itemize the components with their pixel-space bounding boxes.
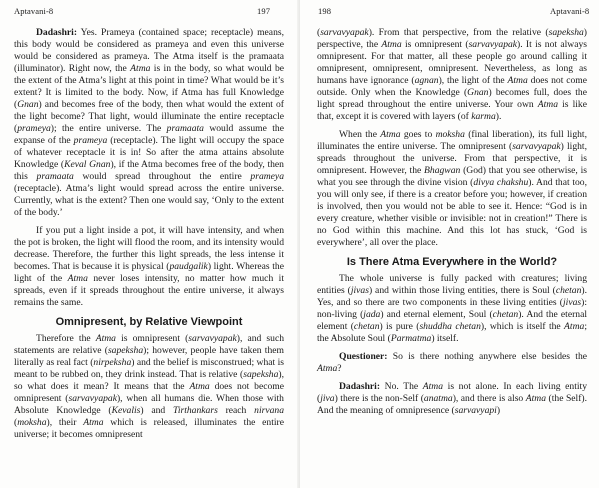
section-heading: Omnipresent, by Relative Viewpoint xyxy=(55,316,243,328)
running-title: Aptavani-8 xyxy=(14,6,54,16)
paragraph: Therefore the Atma is omnipresent (sarvavyapak), and such statements are relative (sapeksha); however, people have taken them literally as real fact (nirpeksha) and the belief is misconstrued; what is meant to be rubbed on, they drink instead. That is relative (sapeksha), so what does it mean? It means that the Atma does not become omnipresent (sarvavyapak), when all humans die. When those with Absolute Knowledge (Kevalis) and Tirthankars reach nirvana (moksha), their Atma which is released, illuminates the entire universe; it becomes omnipresent xyxy=(14,333,285,440)
paragraph: Questioner: So is there nothing anywhere else besides the Atma? xyxy=(317,351,587,374)
speaker-label: Dadashri: xyxy=(339,381,381,392)
paragraph: If you put a light inside a pot, it will have intensity, and when the pot is broken, the light will flood the room, and its intensity would decrease. Therefore, the further this light spreads, the less intense it becomes. That is because it is physical (paudgalik) light. Whereas the light of the Atma never loses intensity, no matter how much it spreads, even if it spreads throughout the entire universe, it always remains the same. xyxy=(14,225,285,308)
running-title: Aptavani-8 xyxy=(550,6,590,16)
paragraph: When the Atma goes to moksha (final liberation), its full light, illuminates the entire universe. The omnipresent (sarvavyapak) light, spreads throughout the universe. From that perspective, it is omnipresent. However, the Bhagwan (God) that you see otherwise, is what you see through the divine vision (divya chakshu). And that too, you will only see, if there is a creator before you; however, if creation is involved, then you would not be able to see it. Hence: “God is in every creature, whether visible or invisible: not in creation!” There is no God within this machine. And this lot has stuck, ‘God is everywhere’, all over the place. xyxy=(317,129,587,248)
page-number: 198 xyxy=(318,6,332,16)
paragraph: (sarvavyapak). From that perspective, from the relative (sapeksha) perspective, the Atma is omnipresent (sarvavyapak). It is not always omnipresent. For that matter, all these people go around calling it omnipresent, omnipresent, omnipresent. Nevertheless, as long as humans have ignorance (agnan), the light of the Atma does not come outside. Only when the Knowledge (Gnan) becomes full, does the light spread throughout the entire universe. Your own Atma is like that, except it is covered with layers (of karma). xyxy=(317,27,587,122)
page-number: 197 xyxy=(257,6,271,16)
left-page-body xyxy=(14,27,284,441)
right-page-body xyxy=(317,27,587,417)
paragraph: Dadashri: No. The Atma is not alone. In each living entity (jiva) there is the non-Self (anatma), and there is also Atma (the Self). And the meaning of omnipresence (sarvavyapi) xyxy=(317,381,588,416)
speaker-label: Dadashri: xyxy=(36,27,78,38)
left-page xyxy=(0,0,299,488)
paragraph: The whole universe is fully packed with creatures; living entities (jivas) and within those living entities, there is Soul (chetan). Yes, and so there are two components in these living entities (jivas): non-living (jada) and eternal element, Soul (chetan). And the eternal element (chetan) is pure (shuddha chetan), which is itself the Atma; the Absolute Soul (Parmatma) itself. xyxy=(317,273,587,344)
section-heading: Is There Atma Everywhere in the World? xyxy=(346,256,558,268)
paragraph: Dadashri: Yes. Prameya (contained space; receptacle) means, this body would be considered as prameya and even this universe would be considered as prameya. The Atma itself is the pramaata (illuminator). Right now, the Atma is in the body, so what would be the extent of the Atma’s light at this point in time? What would be it’s extent? It is limited to the body. Now, if Atma has full Knowledge (Gnan) and becomes free of the body, then what would the extent of the light become? That light, would illuminate the entire receptacle (prameya); the entire universe. The pramaata would assume the expanse of the prameya (receptacle). The light will occupy the space of whatever receptacle it is in! So after the atma attains absolute Knowledge (Keval Gnan), if the Atma becomes free of the body, then this pramaata would spread throughout the entire prameya (receptacle). Atma’s light would spread across the entire universe. Currently, what is the extent? Then one would say, ‘Only to the extent of the body.’ xyxy=(14,27,285,218)
right-page xyxy=(300,0,599,488)
speaker-label: Questioner: xyxy=(339,351,388,362)
